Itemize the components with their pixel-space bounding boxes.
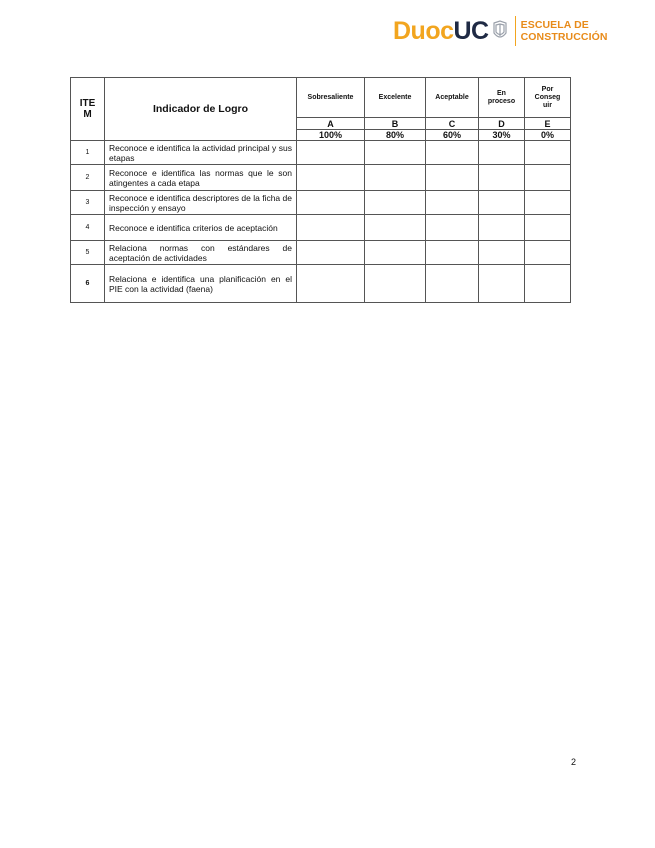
- score-cell-c[interactable]: [426, 215, 479, 241]
- logo-school-line1: ESCUELA DE: [520, 19, 589, 31]
- score-cell-d[interactable]: [479, 191, 525, 215]
- header-level-b: Excelente: [365, 78, 426, 118]
- table-row: [71, 191, 571, 215]
- percent-c: 60%: [426, 130, 479, 141]
- score-cell-d[interactable]: [479, 141, 525, 165]
- score-cell-d[interactable]: [479, 265, 525, 303]
- score-cell-c[interactable]: [426, 191, 479, 215]
- score-cell-b[interactable]: [365, 191, 426, 215]
- row-indicator: Relaciona normas con estándares de aceptación de actividades: [105, 241, 297, 265]
- percent-a: 100%: [297, 130, 365, 141]
- header-level-d: En proceso: [479, 78, 525, 118]
- row-number: 4: [71, 215, 105, 241]
- score-cell-e[interactable]: [525, 241, 571, 265]
- duocuc-logo: [393, 14, 608, 48]
- letter-e: E: [525, 118, 571, 130]
- percent-b: 80%: [365, 130, 426, 141]
- row-indicator: Relaciona e identifica una planificación en el PIE con la actividad (faena): [105, 265, 297, 303]
- percent-e: 0%: [525, 130, 571, 141]
- row-number: 5: [71, 241, 105, 265]
- rubric-table: [70, 77, 571, 303]
- score-cell-c[interactable]: [426, 241, 479, 265]
- score-cell-a[interactable]: [297, 191, 365, 215]
- logo-emblem-icon: [491, 19, 509, 43]
- header-level-c: Aceptable: [426, 78, 479, 118]
- row-number: 3: [71, 191, 105, 215]
- letter-b: B: [365, 118, 426, 130]
- score-cell-c[interactable]: [426, 265, 479, 303]
- letter-a: A: [297, 118, 365, 130]
- row-indicator: Reconoce e identifica las normas que le son atingentes a cada etapa: [105, 165, 297, 191]
- logo-brand-duoc: Duoc: [393, 16, 454, 45]
- header-level-a: Sobresaliente: [297, 78, 365, 118]
- row-indicator: Reconoce e identifica criterios de aceptación: [105, 215, 297, 241]
- row-indicator: Reconoce e identifica descriptores de la ficha de inspección y ensayo: [105, 191, 297, 215]
- row-indicator: Reconoce e identifica la actividad principal y sus etapas: [105, 141, 297, 165]
- row-number: 6: [71, 265, 105, 303]
- logo-brand-uc: UC: [453, 16, 489, 45]
- letter-c: C: [426, 118, 479, 130]
- score-cell-e[interactable]: [525, 191, 571, 215]
- score-cell-b[interactable]: [365, 265, 426, 303]
- score-cell-e[interactable]: [525, 265, 571, 303]
- score-cell-b[interactable]: [365, 165, 426, 191]
- table-row: [71, 265, 571, 303]
- row-number: 2: [71, 165, 105, 191]
- score-cell-a[interactable]: [297, 141, 365, 165]
- score-cell-e[interactable]: [525, 141, 571, 165]
- logo-divider: [515, 16, 516, 46]
- score-cell-d[interactable]: [479, 215, 525, 241]
- score-cell-a[interactable]: [297, 215, 365, 241]
- score-cell-b[interactable]: [365, 215, 426, 241]
- score-cell-e[interactable]: [525, 165, 571, 191]
- header-item: ITE M: [71, 78, 105, 141]
- header-indicator: Indicador de Logro: [105, 78, 297, 141]
- score-cell-c[interactable]: [426, 165, 479, 191]
- logo-school-line2: CONSTRUCCIÓN: [520, 31, 608, 43]
- header-level-e: Por Conseg uir: [525, 78, 571, 118]
- score-cell-a[interactable]: [297, 265, 365, 303]
- score-cell-d[interactable]: [479, 165, 525, 191]
- table-row: [71, 165, 571, 191]
- score-cell-d[interactable]: [479, 241, 525, 265]
- score-cell-a[interactable]: [297, 165, 365, 191]
- page-number: 2: [571, 757, 577, 767]
- letter-d: D: [479, 118, 525, 130]
- row-number: 1: [71, 141, 105, 165]
- table-row: [71, 241, 571, 265]
- logo-school-name: [521, 19, 608, 43]
- score-cell-c[interactable]: [426, 141, 479, 165]
- score-cell-b[interactable]: [365, 141, 426, 165]
- score-cell-b[interactable]: [365, 241, 426, 265]
- table-row: [71, 141, 571, 165]
- score-cell-e[interactable]: [525, 215, 571, 241]
- table-row: [71, 215, 571, 241]
- percent-d: 30%: [479, 130, 525, 141]
- score-cell-a[interactable]: [297, 241, 365, 265]
